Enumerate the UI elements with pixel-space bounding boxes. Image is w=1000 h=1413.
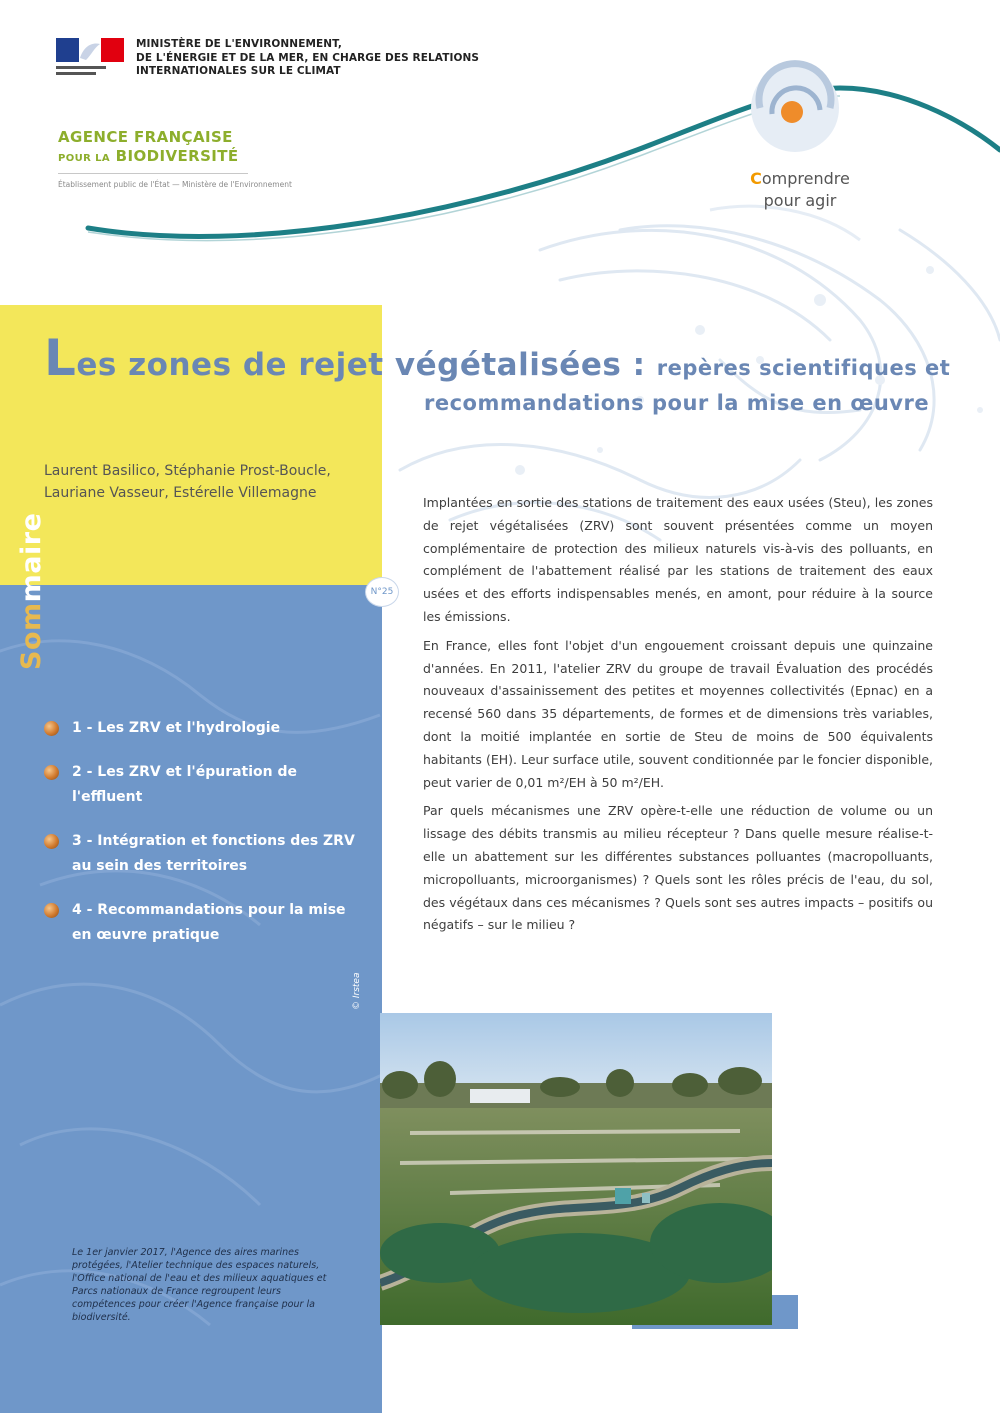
toc-item[interactable]	[44, 716, 364, 741]
intro-paragraph: Implantées en sortie des stations de traitement des eaux usées (Steu), les zones de rejet végétalisées (ZRV) sont souvent présentées comme un moyen complémentaire de protection des milieux naturels vis-à-vis des polluants, en complément de l'abattement réalisé par les stations de traitement des eaux usées et des efforts indispensables menés, en amont, pour réduire à la source les émissions.	[423, 495, 933, 624]
collection-word: omprendre	[761, 169, 850, 188]
agency-name-connector: POUR LA	[58, 153, 111, 164]
toc-item[interactable]	[44, 760, 364, 810]
bullet-icon	[44, 834, 59, 849]
toc-item[interactable]	[44, 829, 364, 879]
title-initial: L	[44, 329, 77, 387]
bullet-icon	[44, 765, 59, 780]
agency-name-line1: AGENCE FRANÇAISE	[58, 128, 233, 146]
toc-item[interactable]	[44, 898, 364, 948]
toc-item-label: 3 - Intégration et fonctions des ZRV au sein des territoires	[72, 833, 355, 874]
table-of-contents	[44, 716, 364, 967]
bullet-icon	[44, 903, 59, 918]
footnote: Le 1er janvier 2017, l'Agence des aires marines protégées, l'Atelier technique des espaces naturels, l'Office national de l'eau et des milieux aquatiques et Parcs nationaux de France regroupent leurs compétences pour créer l'Agence française pour la biodiversité.	[72, 1247, 327, 1323]
wetland-photo	[380, 1013, 772, 1325]
toc-item-label: 1 - Les ZRV et l'hydrologie	[72, 720, 281, 736]
intro-paragraph: Par quels mécanismes une ZRV opère-t-elle une réduction de volume ou un lissage des débits transmis au milieu récepteur ? Dans quelle mesure réalise-t-elle un abattement sur les différentes substances polluantes (macropolluants, micropolluants, microorganismes) ? Quels sont les rôles précis de l'eau, du sol, des végétaux dans ces mécanismes ? Quels sont ses autres impacts – positifs ou négatifs – sur le milieu ?	[423, 803, 933, 933]
sommaire-heading-part1: Som	[16, 602, 47, 670]
intro-text	[423, 492, 933, 943]
sommaire-heading	[16, 513, 47, 670]
authors-line: Lauriane Vasseur, Estérelle Villemagne	[44, 485, 317, 501]
issue-number-badge: N°25	[365, 577, 399, 607]
agency-name-biodiversite: BIODIVERSITÉ	[115, 147, 239, 165]
title-main: es zones de rejet végétalisées :	[76, 347, 646, 383]
collection-initial: C	[750, 169, 762, 188]
intro-paragraph: En France, elles font l'objet d'un engouement croissant depuis une quinzaine d'années. En 2011, l'atelier ZRV du groupe de travail Évaluation des procédés nouveaux d'assainissement des petites et moyennes collectivités (Epnac) en a recensé 560 dans 35 départements, de formes et de dimensions très variables, dont la moitié implantée en sortie de Steu de moins de 500 équivalents habitants (EH). Leur surface utile, souvent conditionnée par le foncier disponible, peut varier de 0,01 m²/EH à 50 m²/EH.	[423, 637, 933, 790]
photo-credit: © Irstea	[352, 972, 362, 1010]
collection-label	[700, 168, 900, 212]
comprendre-spiral-logo	[751, 64, 839, 152]
bullet-icon	[44, 721, 59, 736]
document-title	[44, 329, 984, 415]
ministry-line: MINISTÈRE DE L'ENVIRONNEMENT,	[136, 38, 343, 50]
title-subtitle-part2: recommandations pour la mise en œuvre	[424, 391, 930, 415]
sommaire-heading-part2: maire	[16, 512, 47, 603]
title-subtitle-part1: repères scientifiques et	[656, 356, 951, 380]
collection-line2: pour agir	[763, 191, 837, 210]
toc-item-label: 2 - Les ZRV et l'épuration de l'effluent	[72, 764, 298, 805]
ministry-line: INTERNATIONALES SUR LE CLIMAT	[136, 65, 341, 77]
authors	[44, 460, 364, 504]
toc-item-label: 4 - Recommandations pour la mise en œuvre pratique	[72, 902, 346, 943]
ministry-line: DE L'ÉNERGIE ET DE LA MER, EN CHARGE DES RELATIONS	[136, 51, 480, 64]
authors-line: Laurent Basilico, Stéphanie Prost-Boucle,	[44, 463, 331, 479]
header-wave-decoration	[0, 0, 1000, 320]
agency-tagline: Établissement public de l'État — Ministère de l'Environnement	[58, 180, 292, 189]
